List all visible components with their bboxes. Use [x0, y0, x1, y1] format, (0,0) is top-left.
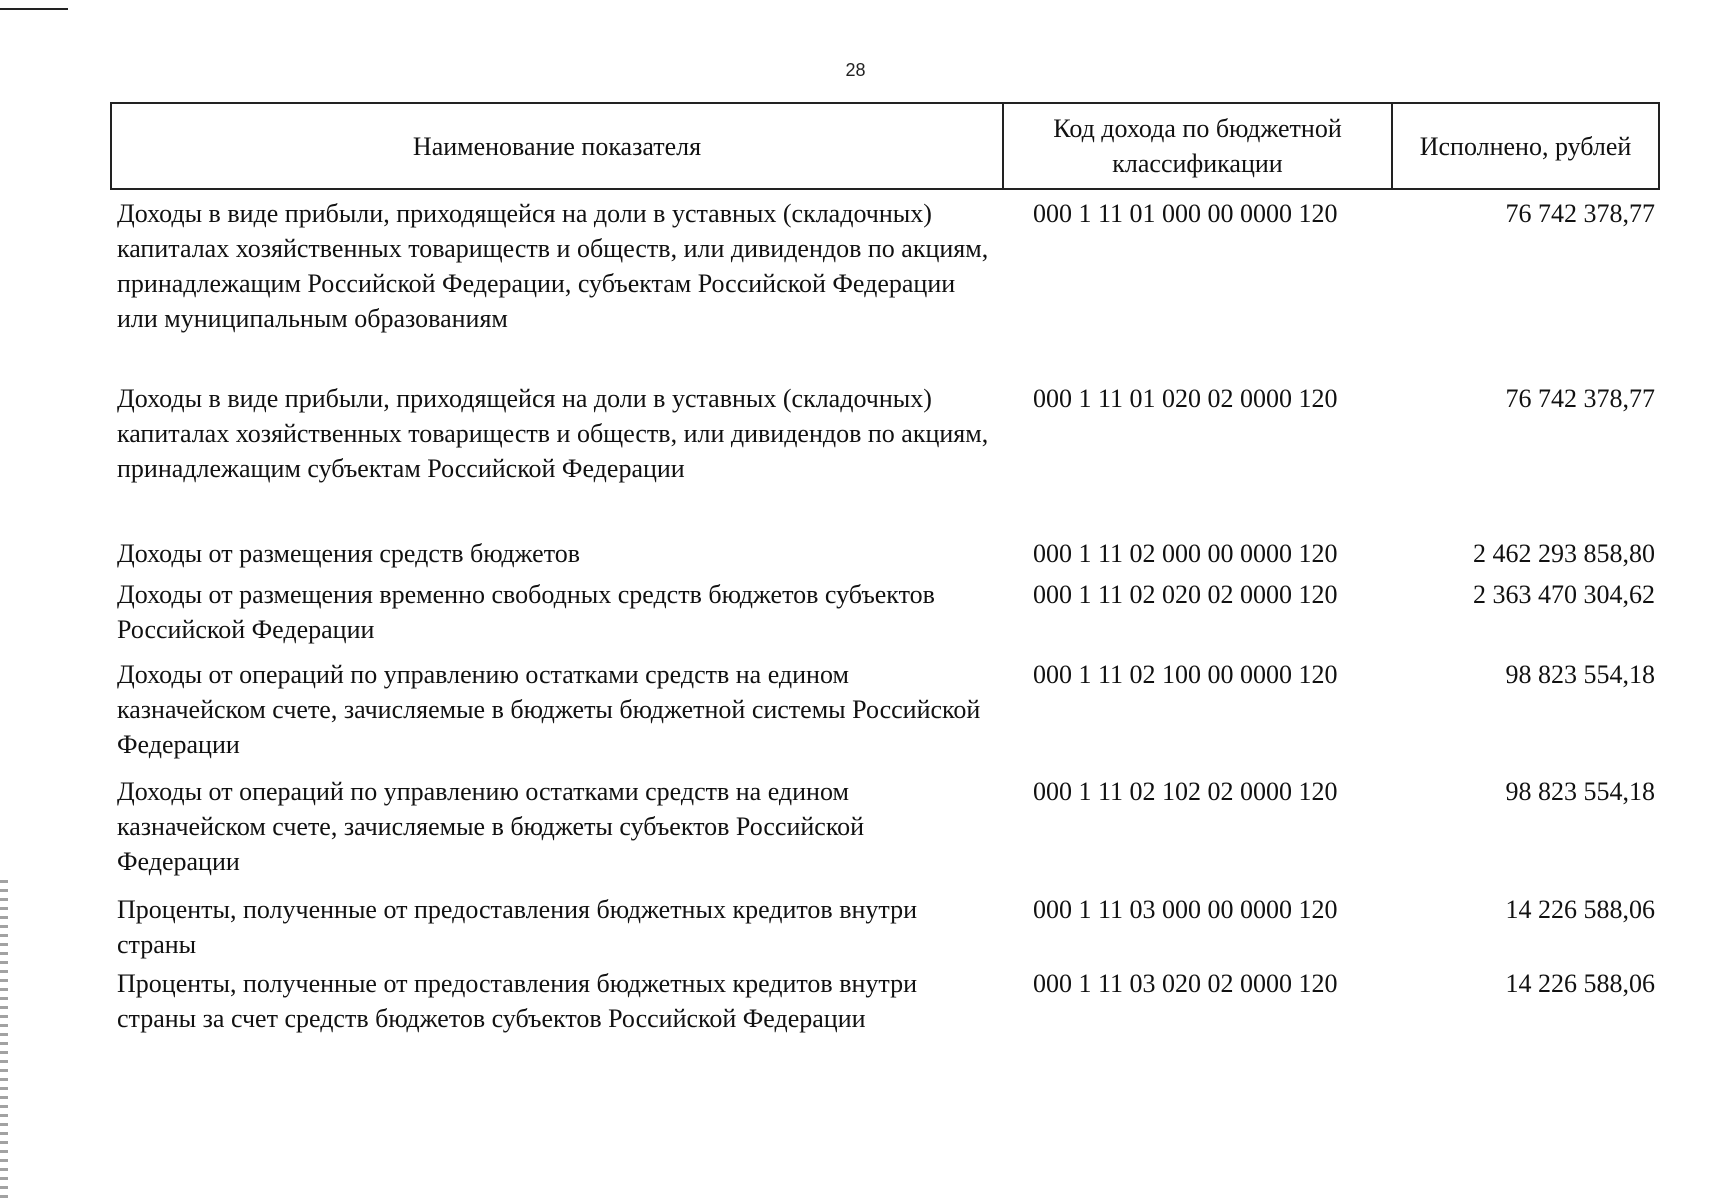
row-name: Доходы от операций по управлению остатками средств на едином казначейском счете, зачисляемые в бюджеты субъектов Российской Федерации: [117, 777, 865, 876]
header-code: Код дохода по бюджетной классификации: [1003, 103, 1392, 189]
row-name: Доходы в виде прибыли, приходящейся на доли в уставных (складочных) капиталах хозяйственных товариществ и обществ, или дивидендов по акциям, принадлежащим Российской Федерации, субъектам Российской Федерации или муниципальным образованиям: [117, 199, 989, 333]
table-body: [111, 189, 1659, 1076]
scan-top-rule: [0, 8, 68, 10]
header-row: [111, 103, 1659, 189]
row-name: Доходы от размещения средств бюджетов: [117, 539, 581, 568]
table-row: [111, 892, 1659, 966]
row-code: 000 1 11 01 000 00 0000 120: [1033, 199, 1338, 228]
table-row: [111, 577, 1659, 657]
row-value: 98 823 554,18: [1505, 660, 1655, 689]
row-value: 98 823 554,18: [1505, 777, 1655, 806]
table-row: [111, 966, 1659, 1076]
row-value: 14 226 588,06: [1505, 969, 1655, 998]
row-code: 000 1 11 02 020 02 0000 120: [1033, 580, 1338, 609]
row-name: Доходы в виде прибыли, приходящейся на доли в уставных (складочных) капиталах хозяйственных товариществ и обществ, или дивидендов по акциям, принадлежащим субъектам Российской Федерации: [117, 384, 989, 483]
table-row: [111, 657, 1659, 774]
row-code: 000 1 11 01 020 02 0000 120: [1033, 384, 1338, 413]
table-row: [111, 189, 1659, 381]
row-name: Доходы от операций по управлению остатками средств на едином казначейском счете, зачисляемые в бюджеты бюджетной системы Российской Федерации: [117, 660, 981, 759]
page-number: 28: [845, 60, 866, 80]
table-row: [111, 381, 1659, 534]
row-value: 76 742 378,77: [1505, 384, 1655, 413]
row-code: 000 1 11 02 102 02 0000 120: [1033, 777, 1338, 806]
scan-edge-noise: [0, 880, 8, 1200]
table-row: [111, 534, 1659, 577]
row-value: 2 462 293 858,80: [1473, 539, 1655, 568]
row-code: 000 1 11 03 020 02 0000 120: [1033, 969, 1338, 998]
header-name: Наименование показателя: [111, 103, 1003, 189]
row-value: 2 363 470 304,62: [1473, 580, 1655, 609]
row-value: 76 742 378,77: [1505, 199, 1655, 228]
header-value: Исполнено, рублей: [1392, 103, 1659, 189]
row-name: Проценты, полученные от предоставления бюджетных кредитов внутри страны за счет средств бюджетов субъектов Российской Федерации: [117, 969, 917, 1033]
row-code: 000 1 11 02 000 00 0000 120: [1033, 539, 1338, 568]
revenue-table: [110, 102, 1660, 1076]
row-code: 000 1 11 03 000 00 0000 120: [1033, 895, 1338, 924]
table-header: [111, 103, 1659, 189]
row-code: 000 1 11 02 100 00 0000 120: [1033, 660, 1338, 689]
row-name: Доходы от размещения временно свободных средств бюджетов субъектов Российской Федерации: [117, 580, 935, 644]
row-value: 14 226 588,06: [1505, 895, 1655, 924]
table-row: [111, 774, 1659, 892]
row-name: Проценты, полученные от предоставления бюджетных кредитов внутри страны: [117, 895, 917, 959]
